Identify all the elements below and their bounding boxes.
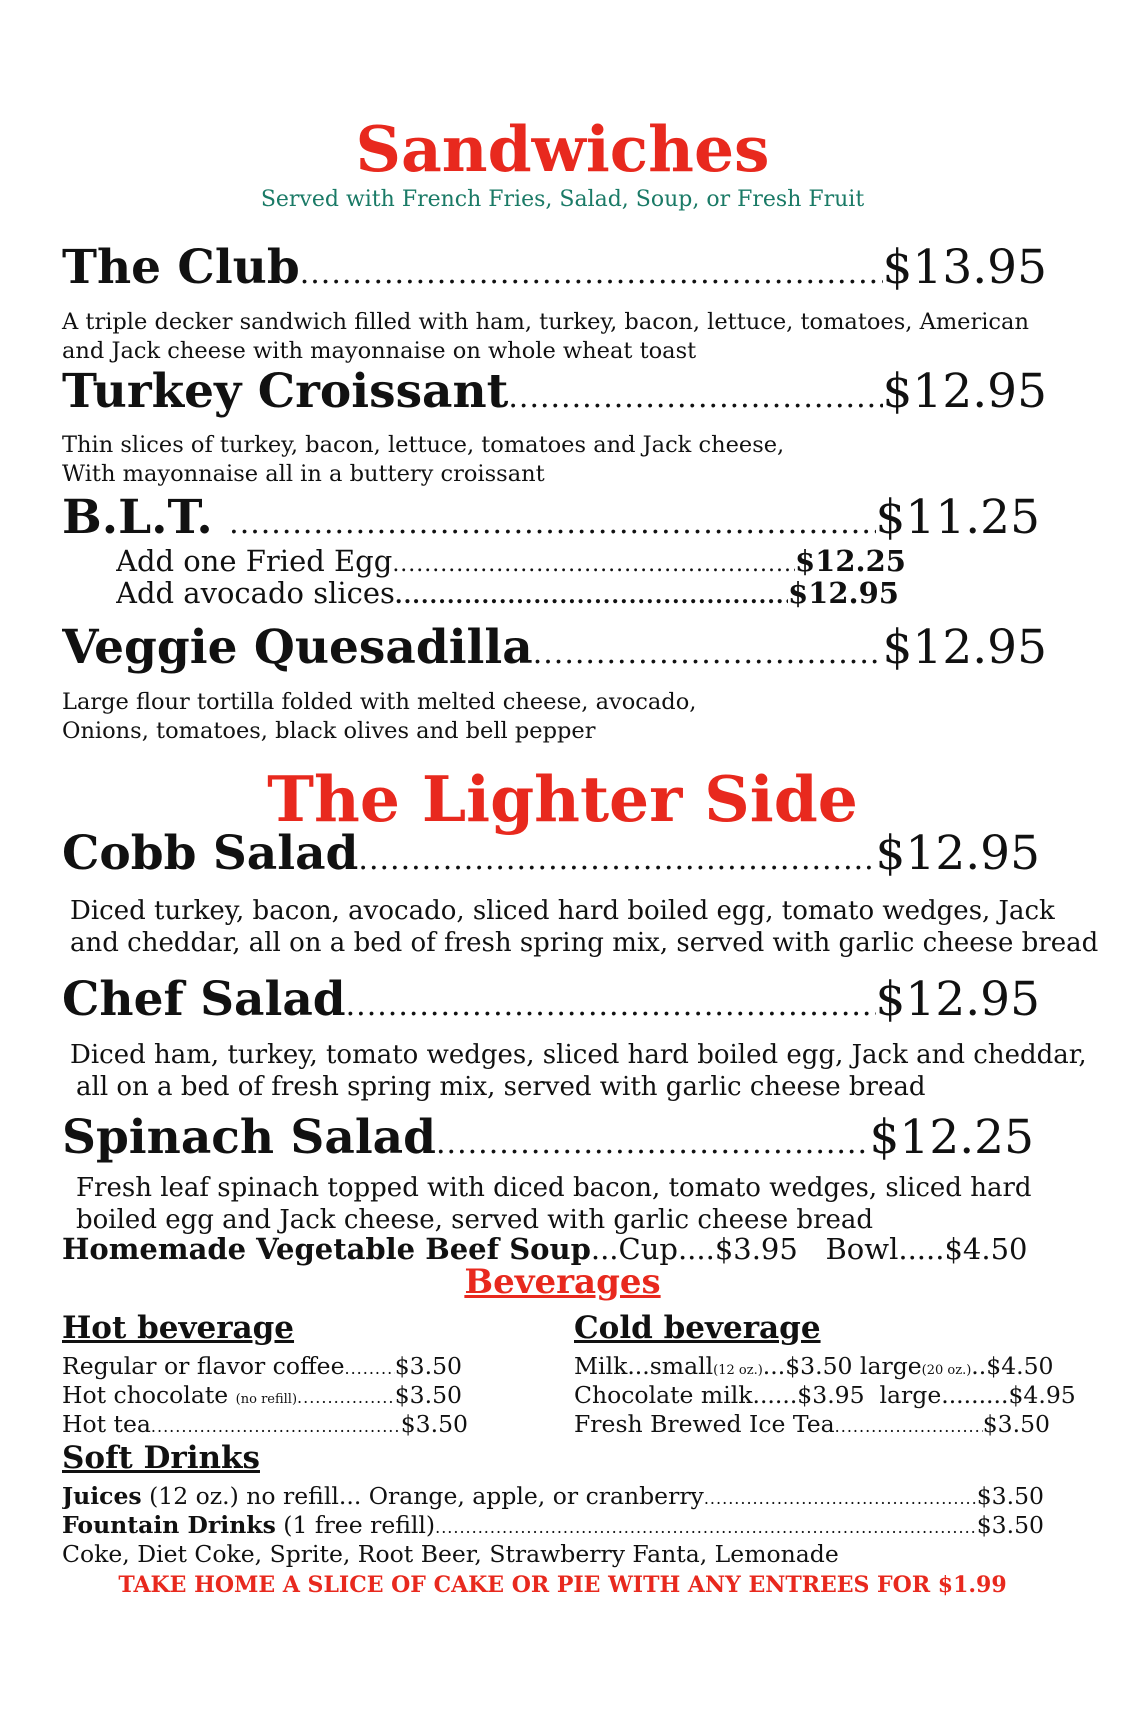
addon-name: Add one Fried Egg bbox=[116, 544, 393, 578]
drink-price: $3.50 bbox=[976, 1482, 1044, 1510]
hot-bev-tea bbox=[62, 1410, 468, 1438]
item-name: Veggie Quesadilla bbox=[62, 620, 533, 675]
item-description bbox=[62, 308, 1029, 366]
addon-price: $12.25 bbox=[795, 544, 906, 578]
dot-leader bbox=[229, 506, 875, 541]
description-line: With mayonnaise all in a buttery croissant bbox=[62, 461, 545, 487]
soft-drink-juices bbox=[62, 1482, 1044, 1510]
soup-line bbox=[62, 1232, 1027, 1266]
cake-promo-footer: TAKE HOME A SLICE OF CAKE OR PIE WITH ANY ENTREES FOR $1.99 bbox=[118, 1572, 1007, 1598]
sandwiches-subtitle: Served with French Fries, Salad, Soup, or Fresh Fruit bbox=[260, 187, 865, 212]
item-name: Spinach Salad bbox=[62, 1110, 437, 1165]
bev-price: $3.50 bbox=[400, 1410, 468, 1438]
size-note: (12 oz.) bbox=[713, 1363, 763, 1378]
addon-fried-egg bbox=[116, 544, 906, 578]
cold-beverage-title: Cold beverage bbox=[574, 1310, 821, 1346]
description-line: boiled egg and Jack cheese, served with garlic cheese bread bbox=[76, 1205, 874, 1235]
cold-bev-milk: Milk...small(12 oz.)...$3.50 large(20 oz.)..$4.50 bbox=[574, 1352, 1054, 1380]
dot-leader bbox=[533, 636, 883, 671]
description-line: and Jack cheese with mayonnaise on whole wheat toast bbox=[62, 338, 697, 364]
description-line: Fresh leaf spinach topped with diced bacon, tomato wedges, sliced hard bbox=[76, 1173, 1032, 1203]
item-price: $12.25 bbox=[869, 1110, 1034, 1165]
bev-name: Regular or flavor coffee bbox=[62, 1352, 345, 1380]
dot-leader bbox=[297, 1388, 395, 1407]
item-description bbox=[70, 895, 1098, 959]
description-line: Onions, tomatoes, black olives and bell pepper bbox=[62, 718, 596, 744]
soup-bowl-price: Bowl.....$4.50 bbox=[825, 1232, 1028, 1266]
lighter-side-title: The Lighter Side bbox=[267, 762, 858, 836]
description-line: Large flour tortilla folded with melted cheese, avocado, bbox=[62, 689, 697, 715]
cold-bev-ice-tea bbox=[574, 1410, 1050, 1438]
menu-item-chef-salad bbox=[62, 972, 1040, 1027]
item-description bbox=[70, 1039, 1087, 1103]
bev-price: $3.50 bbox=[394, 1352, 462, 1380]
drink-name: Juices (12 oz.) no refill... Orange, apple, or cranberry bbox=[62, 1482, 704, 1510]
bev-name: Fresh Brewed Ice Tea bbox=[574, 1410, 835, 1438]
dot-leader bbox=[435, 1518, 977, 1537]
bev-name: Hot tea bbox=[62, 1410, 151, 1438]
dot-leader bbox=[345, 1359, 395, 1378]
menu-item-blt bbox=[62, 490, 1040, 545]
bev-name: Hot chocolate (no refill) bbox=[62, 1381, 298, 1409]
cold-bev-chocolate-milk: Chocolate milk......$3.95 large.........$4.95 bbox=[574, 1381, 1076, 1409]
bev-price: $3.50 bbox=[982, 1410, 1050, 1438]
item-name: Chef Salad bbox=[62, 972, 346, 1027]
menu-item-spinach-salad bbox=[62, 1110, 1034, 1165]
menu-item-veggie-quesadilla bbox=[62, 620, 1047, 675]
dot-leader bbox=[704, 1489, 977, 1508]
item-price: $12.95 bbox=[882, 364, 1047, 419]
dot-leader bbox=[395, 583, 788, 609]
item-price: $12.95 bbox=[875, 972, 1040, 1027]
beverages-title: Beverages bbox=[464, 1262, 661, 1302]
dot-leader bbox=[346, 988, 876, 1023]
bev-note: (no refill) bbox=[235, 1392, 298, 1407]
dot-leader bbox=[358, 842, 875, 877]
menu-item-the-club bbox=[62, 240, 1047, 295]
addon-name: Add avocado slices bbox=[116, 576, 395, 610]
drink-price: $3.50 bbox=[976, 1511, 1044, 1539]
hot-bev-coffee bbox=[62, 1352, 462, 1380]
description-line: all on a bed of fresh spring mix, served with garlic cheese bread bbox=[76, 1072, 926, 1102]
dot-leader bbox=[835, 1417, 983, 1436]
dot-leader bbox=[508, 380, 882, 415]
soup-name: Homemade Vegetable Beef Soup bbox=[62, 1232, 591, 1266]
item-name: The Club bbox=[62, 240, 300, 295]
item-price: $12.95 bbox=[882, 620, 1047, 675]
dot-leader bbox=[436, 1126, 870, 1161]
soft-drink-fountain bbox=[62, 1511, 1044, 1539]
description-line: A triple decker sandwich filled with ham, turkey, bacon, lettuce, tomatoes, American bbox=[62, 309, 1029, 335]
soup-cup-price: ...Cup....$3.95 bbox=[590, 1232, 798, 1266]
bev-price: $3.50 bbox=[394, 1381, 462, 1409]
item-name: Turkey Croissant bbox=[62, 364, 509, 419]
hot-bev-chocolate bbox=[62, 1381, 462, 1409]
item-price: $12.95 bbox=[875, 826, 1040, 881]
item-price: $13.95 bbox=[882, 240, 1047, 295]
item-description bbox=[62, 688, 696, 746]
sandwiches-title: Sandwiches bbox=[355, 112, 770, 186]
fountain-drinks-list: Coke, Diet Coke, Sprite, Root Beer, Strawberry Fanta, Lemonade bbox=[62, 1540, 839, 1568]
menu-item-cobb-salad bbox=[62, 826, 1040, 881]
addon-avocado bbox=[116, 576, 899, 610]
item-description bbox=[62, 431, 784, 489]
hot-beverage-title: Hot beverage bbox=[62, 1310, 295, 1346]
soft-drinks-title: Soft Drinks bbox=[62, 1440, 260, 1476]
drink-name: Fountain Drinks (1 free refill) bbox=[62, 1511, 436, 1539]
description-line: Diced turkey, bacon, avocado, sliced hard boiled egg, tomato wedges, Jack bbox=[70, 896, 1055, 926]
description-line: Diced ham, turkey, tomato wedges, sliced hard boiled egg, Jack and cheddar, bbox=[70, 1040, 1087, 1070]
item-description bbox=[76, 1172, 1032, 1236]
description-line: Thin slices of turkey, bacon, lettuce, tomatoes and Jack cheese, bbox=[62, 432, 785, 458]
description-line: and cheddar, all on a bed of fresh spring mix, served with garlic cheese bread bbox=[70, 928, 1099, 958]
size-note: (20 oz.) bbox=[921, 1363, 972, 1378]
item-name: Cobb Salad bbox=[62, 826, 359, 881]
menu-item-turkey-croissant bbox=[62, 364, 1047, 419]
dot-leader bbox=[392, 552, 795, 577]
item-price: $11.25 bbox=[875, 490, 1040, 545]
dot-leader bbox=[300, 256, 883, 291]
dot-leader bbox=[151, 1417, 401, 1436]
addon-price: $12.95 bbox=[788, 576, 899, 610]
item-name: B.L.T. bbox=[62, 490, 213, 545]
